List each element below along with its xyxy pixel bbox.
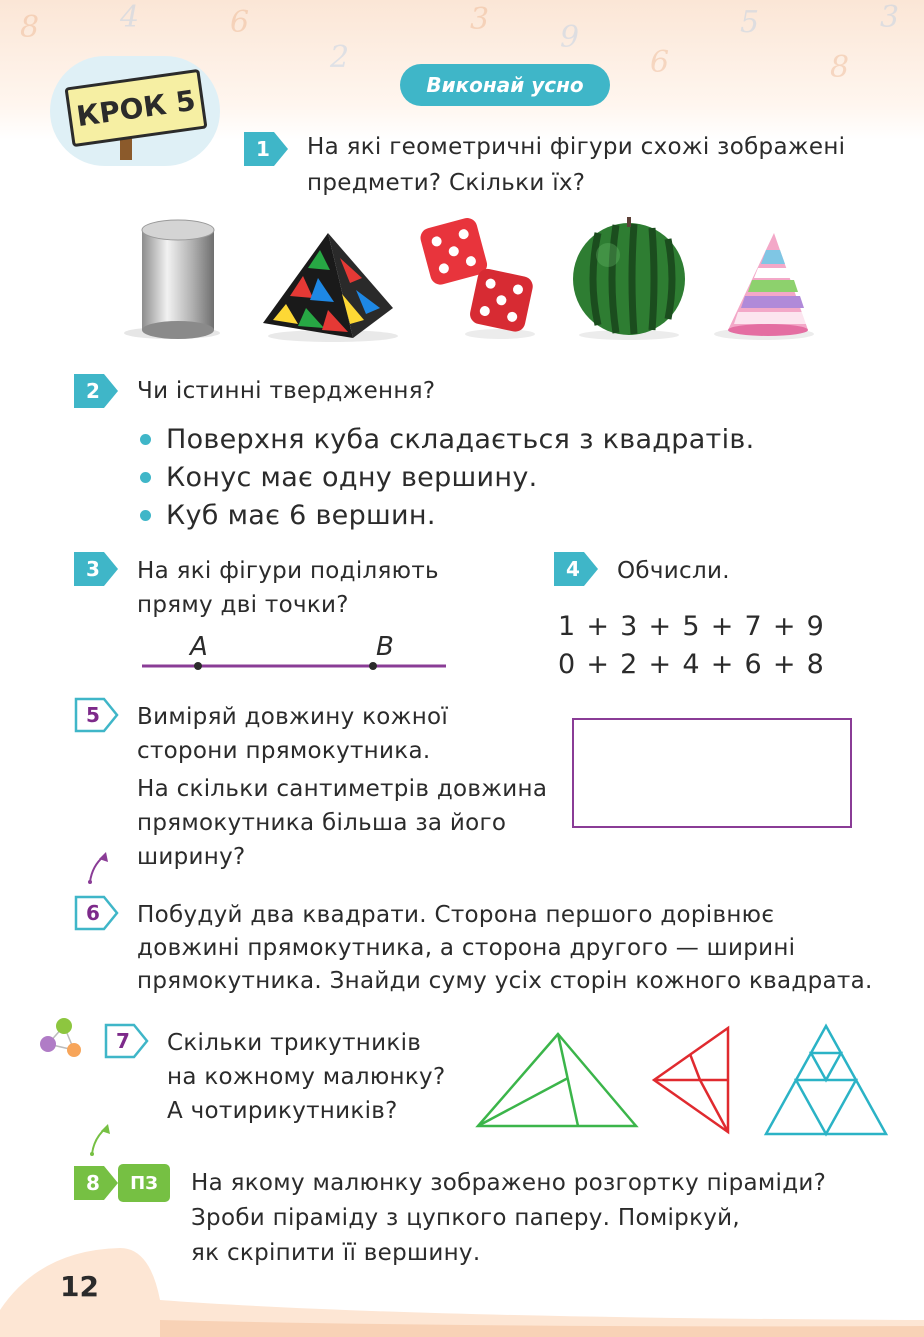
task-6-text-line-2: довжині прямокутника, а сторона другого — ширині (137, 935, 796, 961)
statement-3: Куб має 6 вершин. (166, 500, 436, 531)
page-number: 12 (60, 1270, 99, 1303)
task-8-text-line-1: На якому малюнку зображено розгортку піраміди? (191, 1170, 827, 1196)
task-3-text-line-2: пряму дві точки? (137, 592, 349, 618)
expression-1: 1 + 3 + 5 + 7 + 9 (558, 611, 825, 642)
rectangle-figure (572, 718, 852, 828)
task-7-text-line-1: Скільки трикутників (167, 1030, 422, 1056)
decorative-digits: 6 (650, 45, 670, 80)
task-6-number: 6 (86, 901, 100, 925)
line-with-two-points (140, 655, 450, 675)
task-3-text-line-1: На які фігури поділяють (137, 558, 439, 584)
decorative-digits: 8 (830, 50, 850, 85)
decorative-digits: 3 (880, 0, 900, 35)
task-4-number: 4 (566, 557, 580, 581)
task-1-text-line-2: предмети? Скільки їх? (307, 170, 586, 196)
dice-image (415, 212, 540, 342)
task-1-number: 1 (256, 137, 270, 161)
task-6-text-line-3: прямокутника. Знайди суму усіх сторін кожного квадрата. (137, 968, 873, 994)
point-a-label: A (190, 632, 209, 662)
watermelon-image (568, 215, 690, 340)
decorative-digits: 2 (330, 40, 350, 75)
decorative-digits: 8 (20, 10, 40, 45)
oral-work-label: Виконай усно (400, 64, 610, 106)
task-8-number: 8 (86, 1171, 100, 1195)
task-5-text-line-3: На скільки сантиметрів довжина (137, 776, 548, 802)
task-5-text-line-4: прямокутника більша за його (137, 810, 507, 836)
step-word: КРОК (74, 87, 169, 133)
green-triangle-figure (474, 1030, 640, 1130)
step-number: 5 (173, 83, 198, 119)
point-b-label: B (376, 632, 395, 662)
statement-2: Конус має одну вершину. (166, 462, 538, 493)
practical-task-badge: ПЗ (118, 1164, 170, 1202)
bullet-dot (140, 510, 151, 521)
task-2-number: 2 (86, 379, 100, 403)
can-image (122, 215, 222, 340)
pyramid-puzzle-image (258, 228, 398, 343)
decorative-digits: 4 (120, 0, 140, 35)
bullet-dot (140, 472, 151, 483)
decorative-digits: 3 (470, 2, 490, 37)
task-4-title: Обчисли. (617, 558, 730, 584)
task-5-text-line-2: сторони прямокутника. (137, 738, 431, 764)
difficulty-arrow-icon (84, 850, 114, 886)
task-7-text-line-3: А чотирикутників? (167, 1098, 398, 1124)
statement-1: Поверхня куба складається з квадратів. (166, 424, 755, 455)
bullet-dot (140, 434, 151, 445)
difficulty-arrow-icon (86, 1122, 116, 1158)
task-6-text-line-1: Побудуй два квадрати. Сторона першого дорівнює (137, 902, 775, 928)
party-hat-cone-image (706, 228, 816, 343)
task-8-text-line-3: як скріпити її вершину. (191, 1240, 481, 1266)
task-7-text-line-2: на кожному малюнку? (167, 1064, 446, 1090)
decorative-digits: 9 (560, 20, 580, 55)
task-5-number: 5 (86, 703, 100, 727)
task-7-number: 7 (116, 1029, 130, 1053)
expression-2: 0 + 2 + 4 + 6 + 8 (558, 649, 825, 680)
group-work-icon (36, 1016, 86, 1062)
red-triangle-figure (650, 1024, 734, 1136)
task-5-text-line-5: ширину? (137, 844, 246, 870)
teal-triangle-figure (762, 1022, 892, 1138)
task-1-text-line-1: На які геометричні фігури схожі зображені (307, 134, 846, 160)
task-8-text-line-2: Зроби піраміду з цупкого паперу. Поміркуй, (191, 1205, 741, 1231)
task-3-number: 3 (86, 557, 100, 581)
footer-background (0, 1240, 924, 1337)
task-5-text-line-1: Виміряй довжину кожної (137, 704, 449, 730)
decorative-digits: 6 (230, 5, 250, 40)
decorative-digits: 5 (740, 5, 760, 40)
task-2-question: Чи істинні твердження? (137, 378, 436, 404)
